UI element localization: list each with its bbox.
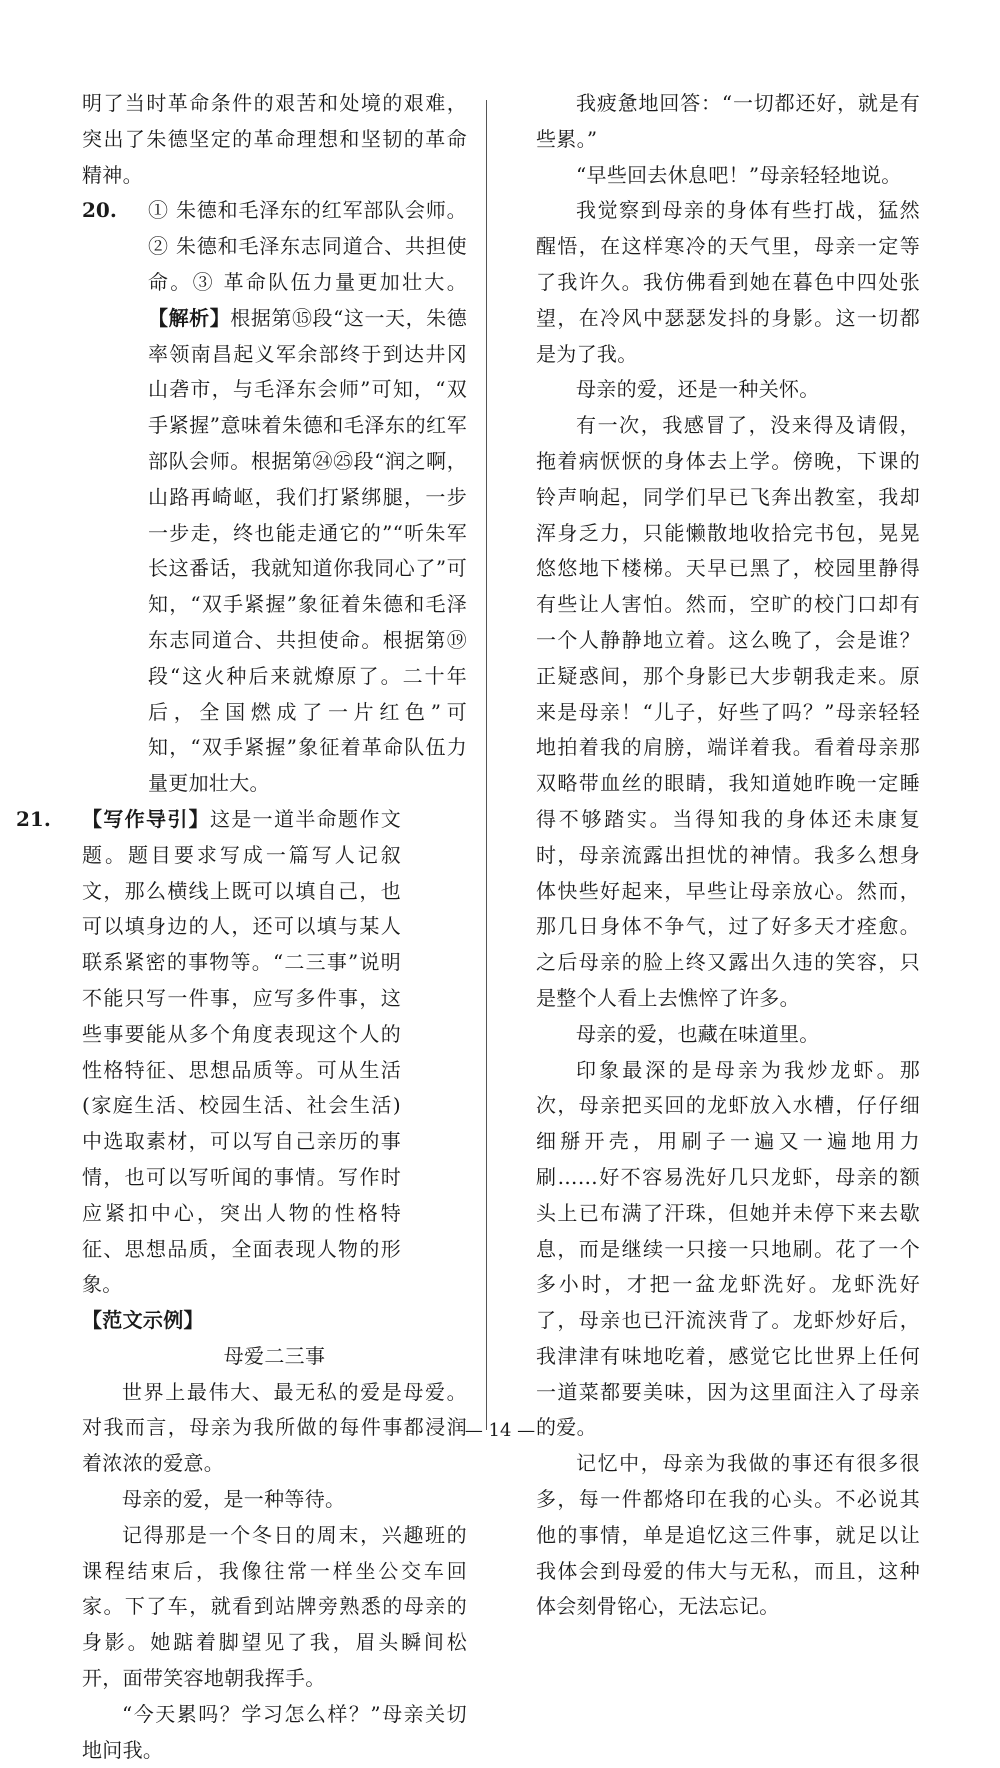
sample-essay-tag: 【范文示例】 [82, 1308, 204, 1333]
answer-20 [82, 193, 467, 802]
left-column [16, 86, 468, 1768]
essay-paragraph: 母亲的爱，还是一种关怀。 [576, 377, 820, 402]
writing-guide-text: 这是一道半命题作文题。题目要求写成一篇写人记叙文，那么横线上既可以填自己，也可以填身边的人，还可以填与某人联系紧密的事物等。“二三事”说明不能只写一件事，应写多件事，这些事要能从多个角度表现这个人的性格特征、思想品质等。可从生活(家庭生活、校园生活、社会生活)中选取素材，可以写自己亲历的事情，也可以写听闻的事情。写作时应紧扣中心，突出人物的性格特征、思想品质，全面表现人物的形象。 [82, 806, 401, 1297]
writing-guide-tag: 【写作导引】 [82, 806, 211, 831]
q19-continuation: 明了当时革命条件的艰苦和处境的艰难，突出了朱德坚定的革命理想和坚韧的革命精神。 [82, 91, 467, 187]
essay-paragraph: 记得那是一个冬日的周末，兴趣班的课程结束后，我像往常一样坐公交车回家。下了车，就看到站牌旁熟悉的母亲的身影。她踮着脚望见了我，眉头瞬间松开，面带笑容地朝我挥手。 [82, 1522, 467, 1691]
essay-paragraph: 母亲的爱，也藏在味道里。 [576, 1021, 820, 1046]
essay-paragraph: “早些回去休息吧！”母亲轻轻地说。 [576, 162, 902, 187]
answer-20-analysis: 根据第⑮段“这一天，朱德率领南昌起义军余部终于到达井冈山砻市，与毛泽东会师”可知，“双手紧握”意味着朱德和毛泽东的红军部队会师。根据第㉔㉕段“润之啊，山路再崎岖，我们打紧绑腿，一步一步走，终也能走通它的”“听朱军长这番话，我就知道你我同心了”可知，“双手紧握”象征着朱德和毛泽东志同道合、共担使命。根据第⑲段“这火种后来就燎原了。二十年后，全国燃成了一片红色”可知，“双手紧握”象征着革命队伍力量更加壮大。 [148, 305, 468, 796]
answer-21 [16, 802, 401, 1303]
essay-paragraph: 母亲的爱，是一种等待。 [122, 1487, 346, 1512]
essay-paragraph: 我疲惫地回答：“一切都还好，就是有些累。” [536, 91, 920, 151]
essay-paragraph: 记忆中，母亲为我做的事还有很多很多，每一件都烙印在我的心头。不必说其他的事情，单是追忆这三件事，就足以让我体会到母爱的伟大与无私，而且，这种体会刻骨铭心，无法忘记。 [536, 1451, 920, 1619]
answer-21-number: 21. [16, 806, 51, 831]
analysis-tag: 【解析】 [148, 305, 231, 330]
page-number: — 14 — [464, 1420, 536, 1441]
right-column [536, 86, 920, 1625]
essay-paragraph: 印象最深的是母亲为我炒龙虾。那次，母亲把买回的龙虾放入水槽，仔仔细细掰开壳，用刷子一遍又一遍地用力刷……好不容易洗好几只龙虾，母亲的额头上已布满了汗珠，但她并未停下来去歇息，而是继续一只接一只地刷。花了一个多小时，才把一盆龙虾洗好。龙虾洗好了，母亲也已汗流浃背了。龙虾炒好后，我津津有味地吃着，感觉它比世界上任何一道菜都要美味，因为这里面注入了母亲的爱。 [536, 1057, 920, 1440]
essay-paragraph: 世界上最伟大、最无私的爱是母爱。对我而言，母亲为我所做的每件事都浸润着浓浓的爱意。 [82, 1379, 467, 1476]
essay-title: 母爱二三事 [223, 1343, 326, 1368]
essay-paragraph: 有一次，我感冒了，没来得及请假，拖着病恹恹的身体去上学。傍晚，下课的铃声响起，同学们早已飞奔出教室，我却浑身乏力，只能懒散地收拾完书包，晃晃悠悠地下楼梯。天早已黑了，校园里静得有些让人害怕。然而，空旷的校门口却有一个人静静地立着。这么晚了，会是谁？正疑惑间，那个身影已大步朝我走来。原来是母亲！“儿子，好些了吗？”母亲轻轻地拍着我的肩膀，端详着我。看着母亲那双略带血丝的眼睛，我知道她昨晚一定睡得不够踏实。当得知我的身体还未康复时，母亲流露出担忧的神情。我多么想身体快些好起来，早些让母亲放心。然而，那几日身体不争气，过了好多天才痊愈。之后母亲的脸上终又露出久违的笑容，只是整个人看上去憔悴了许多。 [536, 413, 920, 1010]
column-divider [486, 100, 487, 1430]
answer-20-text: ① 朱德和毛泽东的红军部队会师。② 朱德和毛泽东志同道合、共担使命。③ 革命队伍力量更加壮大。 [148, 198, 467, 294]
answer-20-number: 20. [82, 198, 117, 223]
essay-paragraph: 我觉察到母亲的身体有些打战，猛然醒悟，在这样寒冷的天气里，母亲一定等了我许久。我仿佛看到她在暮色中四处张望，在冷风中瑟瑟发抖的身影。这一切都是为了我。 [536, 198, 920, 366]
essay-paragraph: “今天累吗？学习怎么样？”母亲关切地问我。 [82, 1701, 467, 1762]
